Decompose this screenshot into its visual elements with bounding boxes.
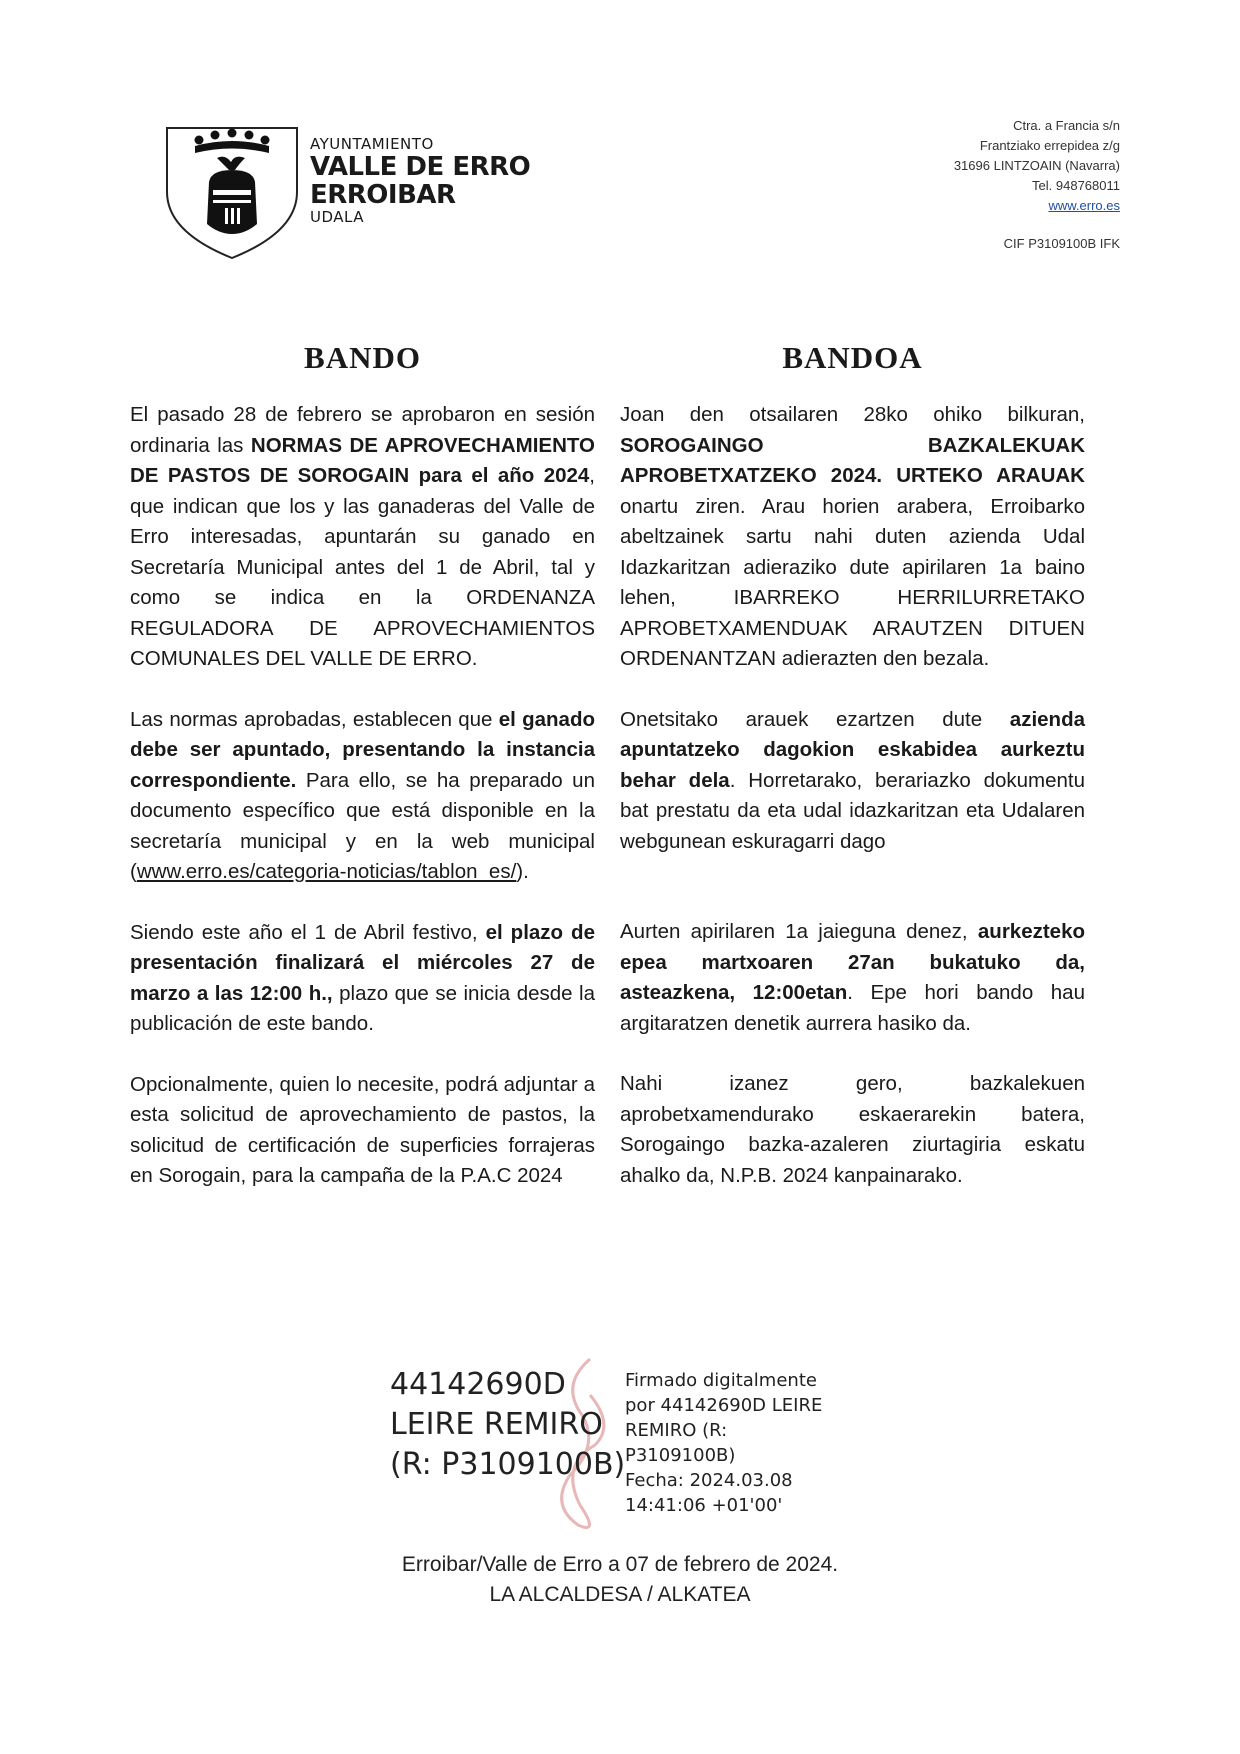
footer [0,1550,1240,1610]
text: ). [516,860,529,883]
address-line: 31696 LINTZOAIN (Navarra) [953,158,1120,173]
signer-representation: (R: P3109100B) [390,1447,626,1482]
council-address [954,116,1120,254]
cif: CIF P3109100B IFK [1003,236,1120,251]
text: Aurten apirilaren 1a jaieguna denez, [620,920,978,943]
signature-detail-line: REMIRO (R: [625,1420,728,1441]
bold-text: NORMAS DE APROVECHAMIENTO DE PASTOS DE SOROGAIN para el año 2024 [130,433,595,487]
text: Las normas aprobadas, establecen que [130,707,499,731]
paragraph [130,918,595,1040]
phone: Tel. 948768011 [1032,178,1120,193]
bold-text: aurkezteko epea martxoaren 27an bukatuko da, asteazkena, 12:00etan [620,920,1085,1004]
website-link[interactable]: www.erro.es [1048,198,1120,213]
logo-line-udala: UDALA [310,208,364,226]
paragraph [130,705,595,888]
spacer [620,887,1085,917]
basque-column [620,340,1085,1221]
signature-detail-line: Firmado digitalmente [625,1370,817,1391]
text: Para ello, se ha preparado un documento específico que está disponible en la secretaría municipal y en la web municipal ( [130,768,595,883]
text: Joan den otsailaren 28ko ohiko bilkuran, [620,403,1085,426]
logo-line-valle: VALLE DE ERRO [310,152,531,182]
title-bandoa: BANDOA [782,340,923,375]
bold-text: azienda apuntatzeko dagokion eskabidea aurkeztu behar dela [620,707,1085,792]
text: plazo que se inicia desde la publicación de este bando. [130,981,596,1035]
address-line: Frantziako errepidea z/g [979,138,1120,153]
digital-signature-details [625,1368,822,1518]
text: . Epe hori bando hau argitaratzen denetik aurrera hasiko da. [620,981,1085,1035]
text: , que indican que los y las ganaderas del Valle de Erro interesadas, apuntarán su ganado en Secretaría Municipal antes del 1 de Abril, tal y como se indica en la ORDENANZA REGULADORA DE APROVECHAMIENTOS COMUNALES DEL VALLE DE ERRO. [130,464,595,670]
council-name [310,136,530,226]
crown-icon [195,129,270,154]
bold-text: el plazo de presentación finalizará el miércoles 27 de marzo a las 12:00 h., [130,920,595,1005]
address-line: Ctra. a Francia s/n [1013,118,1120,133]
tablon-link[interactable]: www.erro.es/categoria-noticias/tablon_es/ [136,860,517,883]
spanish-column [130,340,595,1222]
signature-detail-line: P3109100B) [625,1445,736,1466]
signer-id: 44142690D [390,1367,566,1402]
signature-detail-line: por 44142690D LEIRE [625,1395,823,1416]
title-bando: BANDO [304,340,421,375]
paragraph [620,917,1085,1039]
logo-line-ayuntamiento: AYUNTAMIENTO [310,135,434,153]
signature-date: Fecha: 2024.03.08 [625,1470,793,1491]
digital-signature-name [390,1365,625,1485]
paragraph: Nahi izanez gero, bazkalekuen aprobetxamendurako eskaerarekin batera, Sorogaingo bazka-azaleren ziurtagiria eskatu ahalko da, N.P.B. 2024 kanpainarako. [620,1072,1085,1187]
text: onartu ziren. Arau horien arabera, Erroibarko abeltzainek sartu nahi duten azienda Udal Idazkaritzan adieraziko dute apirilaren 1a baino lehen, IBARREKO HERRILURRETAKO APROBETXAMENDUAK ARAUTZEN DITUEN ORDENANTZAN adierazten den bezala. [620,494,1085,670]
text: . Horretarako, berariazko dokumentu bat prestatu da eta udal idazkaritzan eta Udalaren webgunean eskuragarri dago [620,768,1086,853]
text: El pasado 28 de febrero se aprobaron en sesión ordinaria las [130,403,595,457]
paragraph [620,400,1085,675]
paragraph: Opcionalmente, quien lo necesite, podrá adjuntar a esta solicitud de aprovechamiento de pastos, la solicitud de certificación de superficies forrajeras en Sorogain, para la campaña de la P.A.C 2024 [130,1072,595,1187]
text: Siendo este año el 1 de Abril festivo, [130,920,486,944]
logo-line-erroibar: ERROIBAR [310,180,456,210]
signer-role: LA ALCALDESA / ALKATEA [489,1583,751,1606]
bold-text: SOROGAINGO BAZKALEKUAK APROBETXATZEKO 2024. URTEKO ARAUAK [620,433,1085,487]
bold-text: el ganado debe ser apuntado, presentando la instancia correspondiente. [130,707,595,792]
paragraph [620,705,1085,858]
paragraph [130,400,595,675]
signer-name: LEIRE REMIRO [390,1407,603,1442]
signature-time: 14:41:06 +01'00' [625,1495,783,1516]
place-date: Erroibar/Valle de Erro a 07 de febrero de 2024. [401,1553,839,1576]
text: Onetsitako arauek ezartzen dute [620,707,1010,731]
knight-helmet-icon [207,157,257,234]
